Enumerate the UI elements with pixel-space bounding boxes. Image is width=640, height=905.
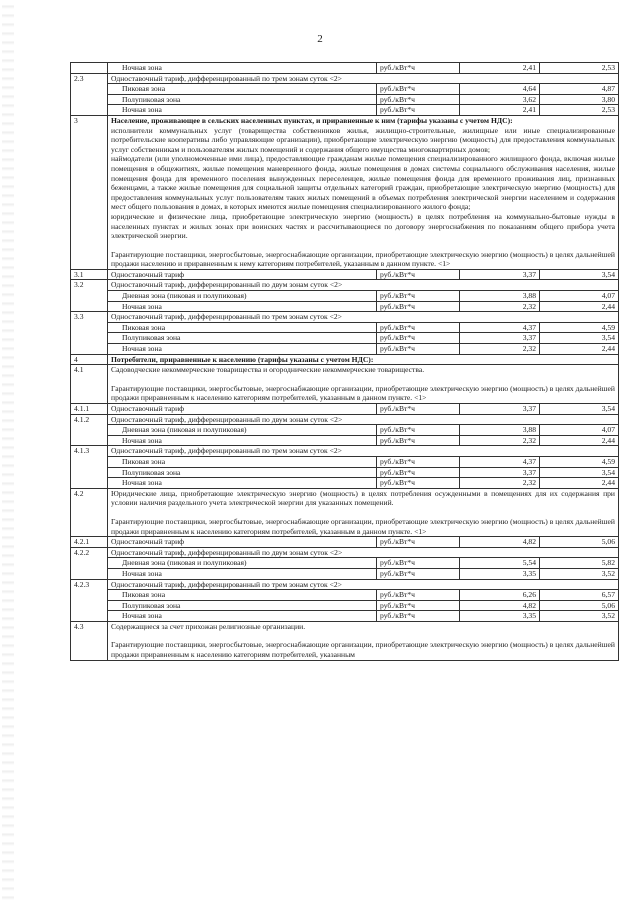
table-row: Полупиковая зона руб./кВт*ч 3,37 3,54 — [71, 333, 619, 344]
table-row: Пиковая зона руб./кВт*ч 6,26 6,57 — [71, 590, 619, 601]
paragraph: наймодатели (или уполномоченные ими лица), предоставляющие гражданам жилые помещения специализированного жилищного фонда, включая жилые помещения в общежитиях, жилые помещения маневренного фонда, жилые помещения в домах системы социального обслуживания населения, жилые помещения фонда для временного поселения вынужденных переселенцев, жилые помещения фонда для временного проживания лиц, признанных беженцами, а также жилые помещения для социальной защиты отдельных категорий граждан, приобретающие электрическую энергию (мощность) для предоставления коммунальных услуг пользователям таких жилых помещений в объемах потребления электрической энергии населением и содержания мест общего пользования в домах, в которых имеются жилые помещения специализированного жилого фонда; — [111, 154, 615, 212]
page-number: 2 — [317, 33, 323, 45]
table-row: Ночная зона руб./кВт*ч 3,35 3,52 — [71, 611, 619, 622]
table-row: 4.1 Садоводческие некоммерческие товарищества и огороднические некоммерческие товарищества. Гарантирующие поставщики, энергосбытовые, энергоснабжающие организации, приобретающие электрическую энергию (мощность) в целях дальнейшей продажи приравненным к населению категориям потребителей, указанным в данном пункте. <1> — [71, 365, 619, 404]
table-row: Ночная зона руб./кВт*ч 3,35 3,52 — [71, 568, 619, 579]
table-row: 4.2.3 Одноставочный тариф, дифференцированный по трем зонам суток <2> — [71, 579, 619, 590]
table-row: Дневная зона (пиковая и полупиковая) руб./кВт*ч 3,88 4,07 — [71, 425, 619, 436]
table-row: 3.3 Одноставочный тариф, дифференцированный по трем зонам суток <2> — [71, 312, 619, 323]
table-row: 2.3 Одноставочный тариф, дифференцированный по трем зонам суток <2> — [71, 73, 619, 84]
table-row: 4.2 Юридические лица, приобретающие электрическую энергию (мощность) в целях потребления осужденными в помещениях для их содержания при условии наличия раздельного учета электрической энергии для указанных помещений. Гарантирующие поставщики, энергосбытовые, энергоснабжающие организации, приобретающие электрическую энергию (мощность) в целях дальнейшей продажи приравненным к населению категориям потребителей, указанным в данном пункте. <1> — [71, 488, 619, 536]
section-3-text — [108, 115, 619, 269]
table-row: 4 Потребители, приравненные к населению (тарифы указаны с учетом НДС): — [71, 354, 619, 365]
table-row: 4.2.2 Одноставочный тариф, дифференцированный по двум зонам суток <2> — [71, 547, 619, 558]
table-row: Пиковая зона руб./кВт*ч 4,37 4,59 — [71, 322, 619, 333]
table-row: Пиковая зона руб./кВт*ч 4,37 4,59 — [71, 456, 619, 467]
table-row: 4.1.1 Одноставочный тариф руб./кВт*ч 3,37 3,54 — [71, 404, 619, 415]
paragraph: Гарантирующие поставщики, энергосбытовые, энергоснабжающие организации, приобретающие электрическую энергию (мощность) в целях дальнейшей продажи населению и приравненным к нему категориям потребителей, указанным в данном пункте. <1> — [111, 249, 615, 269]
table-row: Полупиковая зона руб./кВт*ч 4,82 5,06 — [71, 600, 619, 611]
table-row: Полупиковая зона руб./кВт*ч 3,62 3,80 — [71, 94, 619, 105]
paragraph: Гарантирующие поставщики, энергосбытовые, энергоснабжающие организации, приобретающие электрическую энергию (мощность) в целях дальнейшей продажи приравненным к населению категориям потребителей, указанным в данном пункте. <1> — [111, 516, 615, 536]
table-row: Дневная зона (пиковая и полупиковая) руб./кВт*ч 3,88 4,07 — [71, 291, 619, 302]
table-row: Ночная зона руб./кВт*ч 2,41 2,53 — [71, 63, 619, 74]
table-row: 3.2 Одноставочный тариф, дифференцированный по двум зонам суток <2> — [71, 280, 619, 291]
table-row: Ночная зона руб./кВт*ч 2,41 2,53 — [71, 105, 619, 116]
table-row: Полупиковая зона руб./кВт*ч 3,37 3,54 — [71, 467, 619, 478]
paragraph: юридические и физические лица, приобретающие электрическую энергию (мощность) в целях потребления на коммунально-бытовые нужды в населенных пунктах и жилых зонах при воинских частях и рассчитывающиеся по договору энергоснабжения по показаниям общего прибора учета электрической энергии. — [111, 211, 615, 241]
table-row: Дневная зона (пиковая и полупиковая) руб./кВт*ч 5,54 5,82 — [71, 558, 619, 569]
paragraph: Гарантирующие поставщики, энергосбытовые, энергоснабжающие организации, приобретающие электрическую энергию (мощность) в целях дальнейшей продажи приравненным к населению категориям потребителей, указанным — [111, 640, 615, 660]
table-row: Ночная зона руб./кВт*ч 2,32 2,44 — [71, 478, 619, 489]
paragraph: Садоводческие некоммерческие товарищества и огороднические некоммерческие товарищества. — [111, 365, 425, 375]
table-row: Ночная зона руб./кВт*ч 2,32 2,44 — [71, 301, 619, 312]
table-row: Ночная зона руб./кВт*ч 2,32 2,44 — [71, 435, 619, 446]
paragraph: Гарантирующие поставщики, энергосбытовые, энергоснабжающие организации, приобретающие электрическую энергию (мощность) в целях дальнейшей продажи приравненным к населению категориям потребителей, указанным в данном пункте. <1> — [111, 383, 615, 403]
table-row: 4.1.3 Одноставочный тариф, дифференцированный по трем зонам суток <2> — [71, 446, 619, 457]
paragraph: Содержащиеся за счет прихожан религиозные организации. — [111, 621, 306, 631]
table-row: 3.1 Одноставочный тариф руб./кВт*ч 3,37 3,54 — [71, 269, 619, 280]
paragraph: Юридические лица, приобретающие электрическую энергию (мощность) в целях потребления осужденными в помещениях для их содержания при условии наличия раздельного учета электрической энергии для указанных помещений. — [111, 488, 615, 508]
section-3-title: Население, проживающее в сельских населенных пунктах, и приравненные к ним (тарифы указаны с учетом НДС): — [111, 115, 513, 125]
table-row: Ночная зона руб./кВт*ч 2,32 2,44 — [71, 344, 619, 355]
table-row: 4.3 Содержащиеся за счет прихожан религиозные организации. Гарантирующие поставщики, энергосбытовые, энергоснабжающие организации, приобретающие электрическую энергию (мощность) в целях дальнейшей продажи приравненным к населению категориям потребителей, указанным — [71, 621, 619, 660]
section-4-title: Потребители, приравненные к населению (тарифы указаны с учетом НДС): — [108, 354, 619, 365]
paragraph: исполнители коммунальных услуг (товарищества собственников жилья, жилищно-строительные, жилищные или иные специализированные потребительские кооперативы либо управляющие организации), приобретающие электрическую энергию (мощность) для предоставления коммунальных услуг собственникам и пользователям жилых помещений и содержания общего имущества многоквартирных домов; — [111, 125, 615, 154]
scan-edge-noise — [2, 0, 14, 905]
table-row: 3 Население, проживающее в сельских населенных пунктах, и приравненные к ним (тарифы указаны с учетом НДС): исполнители коммунальных услуг (товарищества собственников жилья, жилищно-строительные, жилищные или иные специализированные потребительские кооперативы либо управляющие организации), приобретающие электрическую энергию (мощность) для предоставления коммунальных услуг собственникам и пользователям жилых помещений и содержания общего имущества многоквартирных домов; наймодатели (или уполномоченные ими лица), предоставляющие гражданам жилые помещения специализированного жилищного фонда, включая жилые помещения в общежитиях, жилые помещения маневренного фонда, жилые помещения в домах системы социального обслуживания населения, жилые помещения фонда для временного поселения вынужденных переселенцев, жилые помещения фонда для временного проживания лиц, признанных беженцами, а также жилые помещения для социальной защиты отдельных категорий граждан, приобретающие электрическую энергию (мощность) для предоставления коммунальных услуг пользователям таких жилых помещений в объемах потребления электрической энергии населением и содержания мест общего пользования в домах, в которых имеются жилые помещения специализированного жилого фонда; юридические и физические лица, приобретающие электрическую энергию (мощность) в целях потребления на коммунально-бытовые нужды в населенных пунктах и жилых зонах при воинских частях и рассчитывающиеся по договору энергоснабжения по показаниям общего прибора учета электрической энергии. Гарантирующие поставщики, энергосбытовые, энергоснабжающие организации, приобретающие электрическую энергию (мощность) в целях дальнейшей продажи населению и приравненным к нему категориям потребителей, указанным в данном пункте. <1> — [71, 115, 619, 269]
tariff-table — [70, 62, 619, 661]
table-row: 4.1.2 Одноставочный тариф, дифференцированный по двум зонам суток <2> — [71, 414, 619, 425]
table-row: 4.2.1 Одноставочный тариф руб./кВт*ч 4,82 5,06 — [71, 537, 619, 548]
table-row: Пиковая зона руб./кВт*ч 4,64 4,87 — [71, 84, 619, 95]
